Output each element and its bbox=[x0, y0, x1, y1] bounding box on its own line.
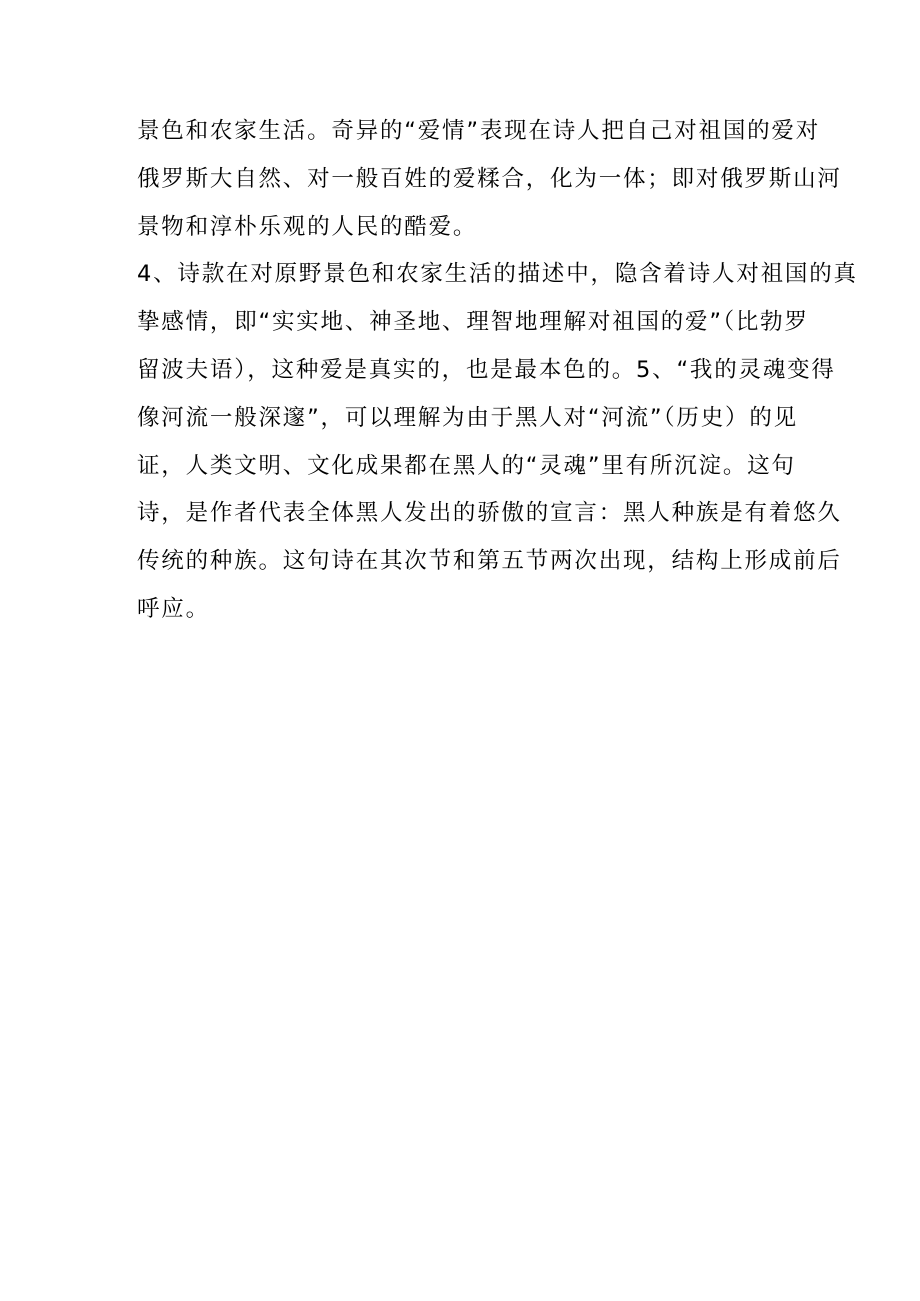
text-line: 呼应。 bbox=[137, 595, 210, 622]
text-line: 诗，是作者代表全体黑人发出的骄傲的宣言：黑人种族是有着悠久 bbox=[137, 500, 842, 527]
text-line: 留波夫语），这种爱是真实的，也是最本色的。5、“我的灵魂变得 bbox=[137, 356, 836, 383]
text-line: 景物和淳朴乐观的人民的酷爱。 bbox=[137, 213, 478, 240]
body-text bbox=[137, 108, 858, 634]
text-line: 像河流一般深邃”，可以理解为由于黑人对“河流”（历史）的见 bbox=[137, 404, 798, 431]
text-line: 俄罗斯大自然、对一般百姓的爱糅合，化为一体；即对俄罗斯山河 bbox=[137, 165, 842, 192]
text-line: 挚感情，即“实实地、神圣地、理智地理解对祖国的爱”（比勃罗 bbox=[137, 309, 809, 336]
text-line: 传统的种族。这句诗在其次节和第五节两次出现，结构上形成前后 bbox=[137, 548, 842, 575]
text-line: 证，人类文明、文化成果都在黑人的“灵魂”里有所沉淀。这句 bbox=[137, 452, 796, 479]
text-line: 4、诗款在对原野景色和农家生活的描述中，隐含着诗人对祖国的真 bbox=[137, 261, 858, 288]
text-line: 景色和农家生活。奇异的“爱情”表现在诗人把自己对祖国的爱对 bbox=[137, 118, 821, 144]
